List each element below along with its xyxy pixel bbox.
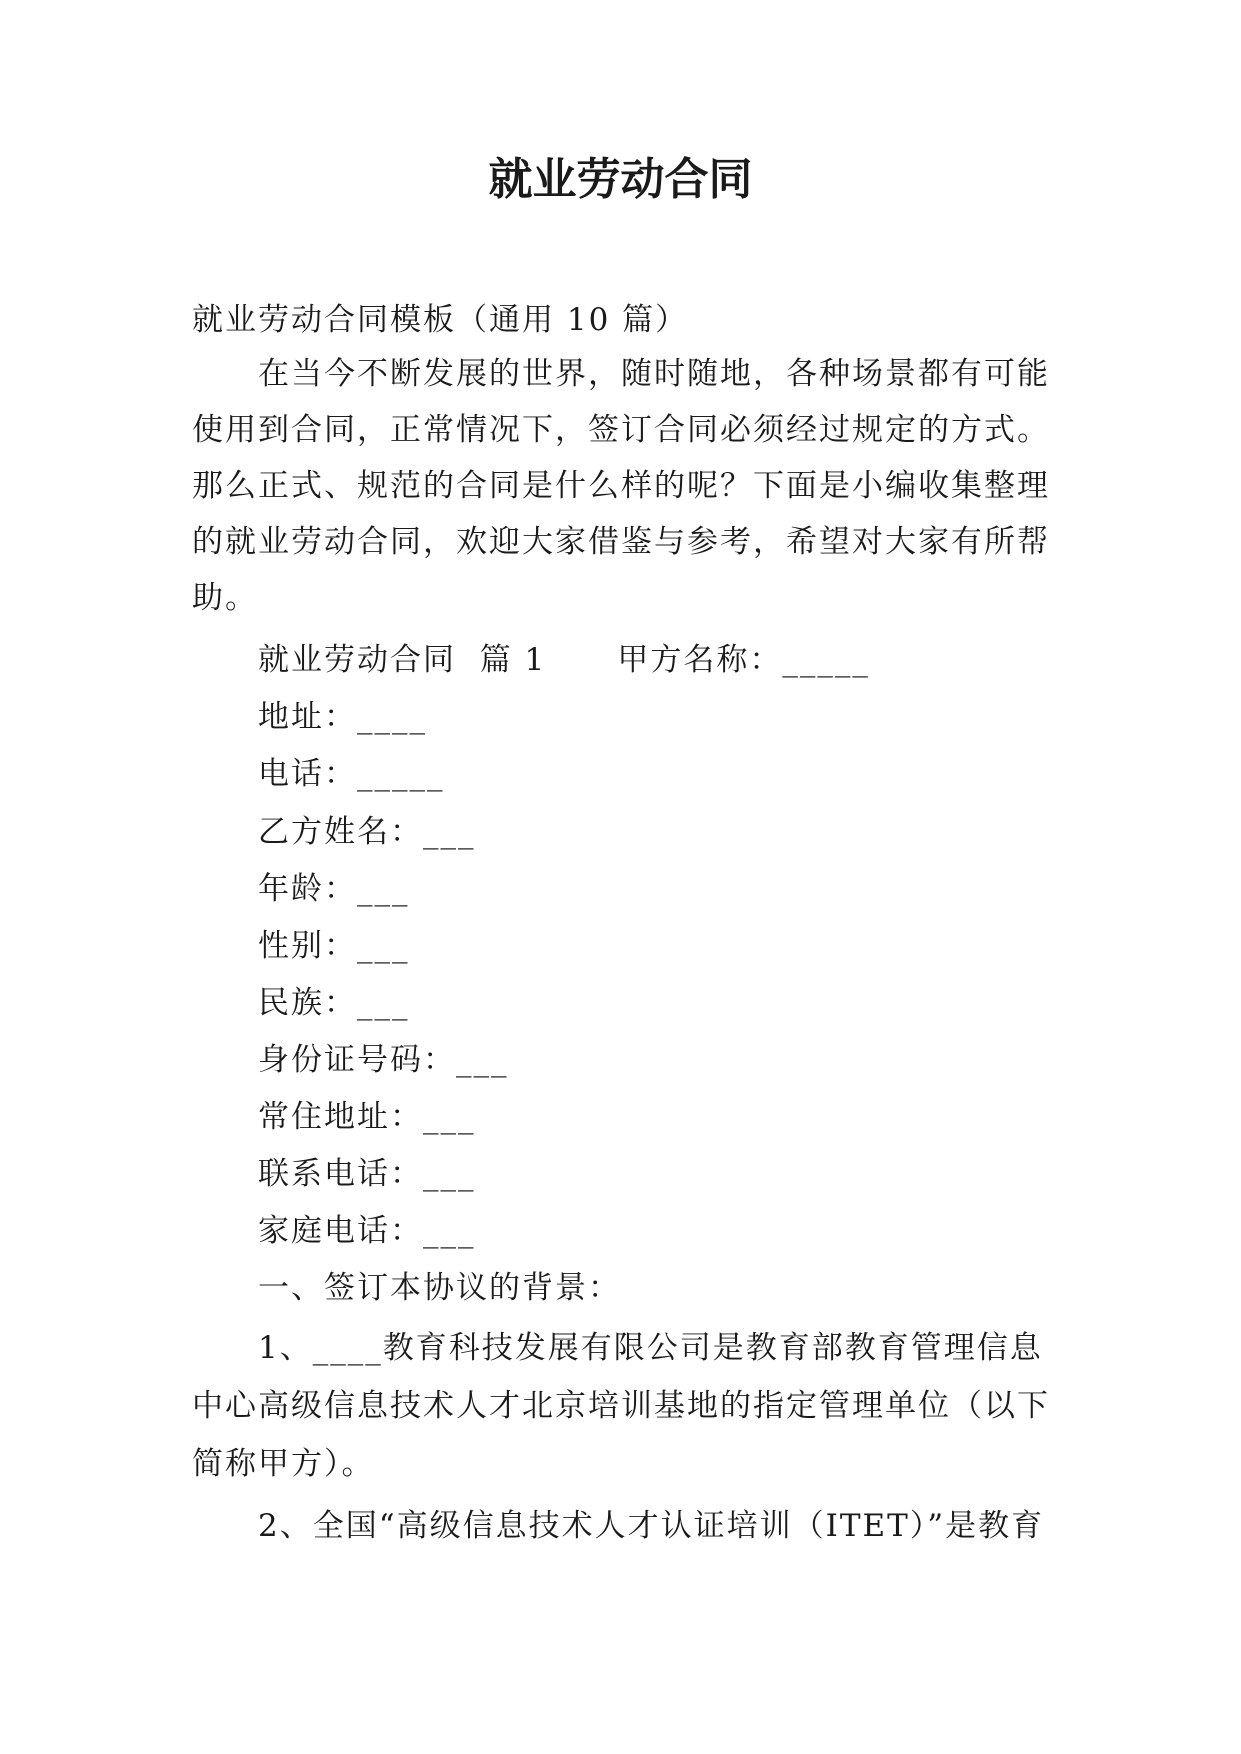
- document-subtitle: 就业劳动合同模板（通用 10 篇）: [192, 302, 689, 338]
- party-a-name-field: 就业劳动合同 篇 1 甲方名称：_____: [258, 642, 870, 678]
- document-title: 就业劳动合同: [488, 154, 753, 205]
- residence-field: 常住地址：___: [258, 1099, 476, 1135]
- contact-phone-field: 联系电话：___: [258, 1156, 476, 1192]
- home-phone-field: 家庭电话：___: [258, 1213, 476, 1249]
- clause-line: 中心高级信息技术人才北京培训基地的指定管理单位（以下: [192, 1388, 1050, 1424]
- intro-line: 使用到合同，正常情况下，签订合同必须经过规定的方式。: [192, 412, 1050, 448]
- address-field: 地址：____: [258, 699, 427, 735]
- ethnicity-field: 民族：___: [258, 985, 410, 1021]
- intro-line: 助。: [192, 580, 258, 616]
- clause-line: 1、____教育科技发展有限公司是教育部教育管理信息: [258, 1330, 1043, 1366]
- age-field: 年龄：___: [258, 871, 410, 907]
- party-b-name-field: 乙方姓名：___: [258, 814, 476, 850]
- intro-line: 的就业劳动合同，欢迎大家借鉴与参考，希望对大家有所帮: [192, 524, 1050, 560]
- intro-line: 在当今不断发展的世界，随时随地，各种场景都有可能: [258, 356, 1050, 392]
- phone-field: 电话：_____: [258, 756, 445, 792]
- id-number-field: 身份证号码：___: [258, 1042, 509, 1078]
- clause-line: 简称甲方）。: [192, 1446, 375, 1482]
- section-heading: 一、签订本协议的背景：: [258, 1270, 621, 1306]
- clause-line: 2、全国“高级信息技术人才认证培训（ITET）”是教育: [258, 1508, 1045, 1544]
- gender-field: 性别：___: [258, 928, 410, 964]
- intro-line: 那么正式、规范的合同是什么样的呢？下面是小编收集整理: [192, 468, 1050, 504]
